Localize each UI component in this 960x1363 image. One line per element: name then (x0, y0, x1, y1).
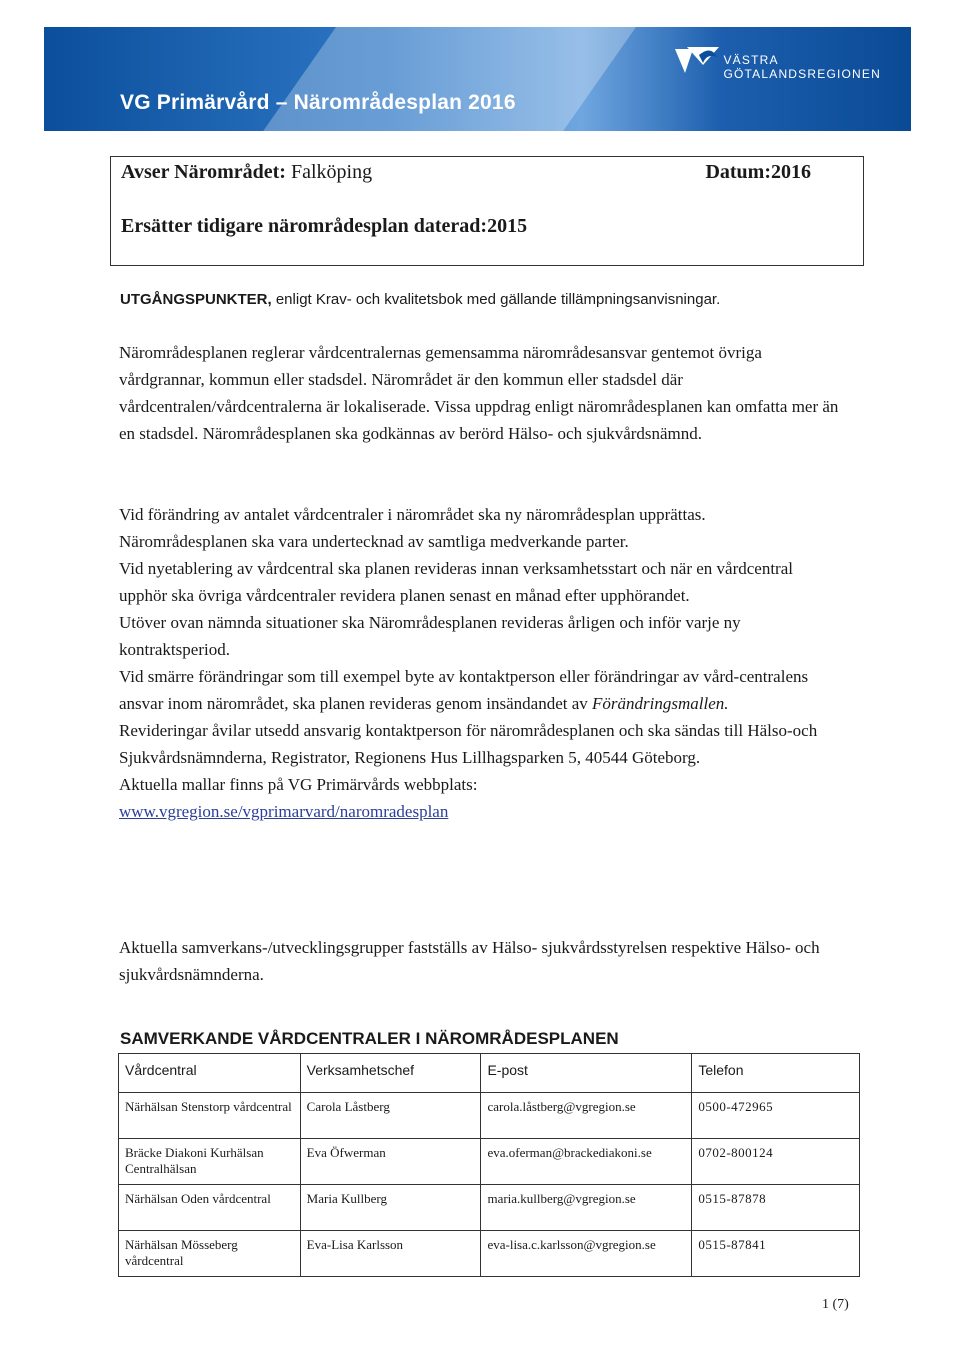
table-row (119, 1139, 860, 1185)
col-vardcentral: Vårdcentral (119, 1054, 301, 1093)
logo-line1: VÄSTRA (723, 53, 779, 67)
paragraph-3: Revideringar åvilar utsedd ansvarig kontaktperson för närområdesplanen och ska sändas till Hälso-och Sjukvårdsnämnderna, Registrator, Regionens Hus Lillhagsparken 5, 40544 Göteborg. (119, 721, 818, 767)
utgangspunkter-heading (120, 291, 720, 308)
paragraph-group-2 (119, 501, 839, 825)
area-label: Avser Närområdet: (121, 161, 286, 183)
paragraph-2b: Närområdesplanen ska vara undertecknad av samtliga medverkande parter. (119, 532, 629, 551)
page-number: 1 (7) (822, 1297, 849, 1312)
col-verksamhetschef: Verksamhetschef (300, 1054, 481, 1093)
vardcentral-table (118, 1053, 860, 1277)
cell-telefon: 0500-472965 (692, 1093, 860, 1139)
paragraph-2a: Vid förändring av antalet vårdcentraler i närområdet ska ny närområdesplan upprättas. (119, 505, 706, 524)
vgr-logo-icon (673, 43, 721, 83)
cell-chef: Maria Kullberg (300, 1185, 481, 1231)
area-line (121, 161, 372, 184)
table-header-row (119, 1054, 860, 1093)
date-label: Datum:2016 (705, 161, 811, 183)
cell-chef: Eva-Lisa Karlsson (300, 1231, 481, 1277)
table-row (119, 1185, 860, 1231)
cell-epost: eva.oferman@brackediakoni.se (481, 1139, 692, 1185)
cell-chef: Carola Låstberg (300, 1093, 481, 1139)
table-row (119, 1093, 860, 1139)
cell-chef: Eva Öfwerman (300, 1139, 481, 1185)
cell-vardcentral: Närhälsan Mösseberg vårdcentral (119, 1231, 301, 1277)
utgangspunkter-bold: UTGÅNGSPUNKTER, (120, 291, 272, 308)
cell-vardcentral: Närhälsan Stenstorp vårdcentral (119, 1093, 301, 1139)
paragraph-2e (119, 663, 839, 717)
cell-epost: maria.kullberg@vgregion.se (481, 1185, 692, 1231)
paragraph-2e-text: Vid smärre förändringar som till exempel byte av kontaktperson eller förändringar av vård-centralens ansvar inom närområdet, ska planen revideras genom insändandet av (119, 667, 809, 713)
paragraph-2c: Vid nyetablering av vårdcentral ska planen revideras innan verksamhetsstart och när en vårdcentral upphör ska övriga vårdcentraler revidera planen senast en månad efter upphörandet. (119, 559, 793, 605)
col-telefon: Telefon (692, 1054, 860, 1093)
table-row (119, 1231, 860, 1277)
header-banner (44, 27, 911, 131)
paragraph-1: Närområdesplanen reglerar vårdcentralernas gemensamma närområdesansvar gentemot övriga vårdgrannar, kommun eller stadsdel. Närområdet är den kommun eller stadsdel där vårdcentralen/vårdcentralerna är lokaliserade. Vissa uppdrag enligt närområdesplanen kan omfatta mer än en stadsdel. Närområdesplanen ska godkännas av berörd Hälso- och sjukvårdsnämnd. (119, 343, 839, 443)
cell-vardcentral: Närhälsan Oden vårdcentral (119, 1185, 301, 1231)
cell-vardcentral: Bräcke Diakoni Kurhälsan Centralhälsan (119, 1139, 301, 1185)
replaces-label: Ersätter tidigare närområdesplan daterad:2015 (121, 215, 528, 237)
paragraph-5: Aktuella samverkans-/utvecklingsgrupper fastställs av Hälso- sjukvårdsstyrelsen respektive Hälso- och sjukvårdsnämnderna. (119, 938, 820, 984)
cell-epost: eva-lisa.c.karlsson@vgregion.se (481, 1231, 692, 1277)
vgr-logo (673, 43, 881, 83)
cell-telefon: 0702-800124 (692, 1139, 860, 1185)
col-epost: E-post (481, 1054, 692, 1093)
mallar-link[interactable]: www.vgregion.se/vgprimarvard/naromradesplan (119, 802, 449, 821)
paragraph-2d: Utöver ovan nämnda situationer ska Närområdesplanen revideras årligen och inför varje ny kontraktsperiod. (119, 613, 741, 659)
logo-line2: GÖTALANDSREGIONEN (723, 67, 881, 81)
banner-light-beam (224, 27, 664, 131)
plan-header-box (110, 156, 864, 266)
cell-telefon: 0515-87841 (692, 1231, 860, 1277)
paragraph-4: Aktuella mallar finns på VG Primärvårds webbplats: (119, 775, 478, 794)
forandringsmallen: Förändringsmallen. (592, 694, 729, 713)
cell-telefon: 0515-87878 (692, 1185, 860, 1231)
vgr-logo-text (723, 53, 881, 81)
cell-epost: carola.låstberg@vgregion.se (481, 1093, 692, 1139)
samverkande-heading: SAMVERKANDE VÅRDCENTRALER I NÄROMRÅDESPLANEN (120, 1029, 619, 1048)
banner-title: VG Primärvård – Närområdesplan 2016 (120, 91, 516, 114)
area-value: Falköping (290, 161, 373, 183)
utgangspunkter-rest: enligt Krav- och kvalitetsbok med gällande tillämpningsanvisningar. (271, 291, 721, 308)
